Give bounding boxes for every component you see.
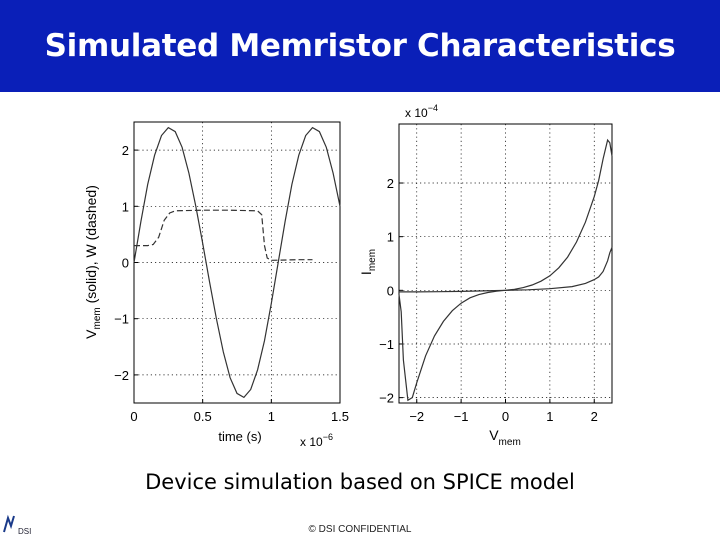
slide-caption: Device simulation based on SPICE model bbox=[145, 470, 575, 494]
x-tick-label-3: 1 bbox=[546, 409, 554, 424]
y-tick-label-3: 1 bbox=[386, 229, 394, 245]
chart-iv-curve bbox=[358, 103, 612, 448]
slide-title: Simulated Memristor Characteristics bbox=[44, 28, 676, 64]
y-tick-label-0: −2 bbox=[379, 390, 394, 406]
y-exponent-label: x $10^{-4}$ bbox=[405, 103, 438, 120]
x-exponent-power: −6 bbox=[322, 432, 333, 442]
y-axis-label: $V_{mem}$ (solid), W (dashed) bbox=[83, 185, 103, 339]
x-tick-label-1: −1 bbox=[453, 409, 469, 424]
x-axis-label-sub: mem bbox=[498, 437, 521, 448]
x-exponent-label: x $10^{-6}$ bbox=[300, 432, 333, 449]
x-tick-label-3: 1.5 bbox=[330, 409, 350, 424]
y-axis-label-rest: (solid), W (dashed) bbox=[83, 185, 99, 308]
y-tick-label-1: −1 bbox=[379, 336, 394, 352]
x-axis-label: time (s) bbox=[218, 429, 262, 444]
y-tick-label-0: −2 bbox=[114, 367, 129, 383]
y-axis-label: $I_{mem}$ bbox=[358, 248, 378, 276]
y-tick-label-3: 1 bbox=[121, 199, 129, 215]
x-axis-label: $V_{mem}$ bbox=[489, 427, 521, 448]
chart-time-domain bbox=[83, 122, 349, 449]
y-tick-label-4: 2 bbox=[386, 176, 394, 192]
y-exponent-power: −4 bbox=[427, 103, 438, 113]
plot-frame bbox=[134, 122, 340, 403]
x-tick-label-0: 0 bbox=[130, 409, 138, 424]
footer-confidential: © DSI CONFIDENTIAL bbox=[308, 524, 412, 535]
logo-text: DSI bbox=[18, 527, 32, 536]
y-tick-label-1: −1 bbox=[114, 311, 129, 327]
y-axis-label-sub: mem bbox=[367, 248, 378, 272]
y-tick-label-2: 0 bbox=[121, 255, 129, 271]
x-tick-label-2: 0 bbox=[501, 409, 510, 424]
x-tick-label-4: 2 bbox=[590, 409, 598, 424]
y-tick-label-4: 2 bbox=[121, 143, 129, 159]
y-axis-label-sub: mem bbox=[92, 307, 103, 330]
x-tick-label-2: 1 bbox=[267, 409, 275, 424]
y-tick-label-2: 0 bbox=[386, 283, 394, 299]
x-tick-label-0: −2 bbox=[409, 409, 425, 424]
x-tick-label-1: 0.5 bbox=[193, 409, 212, 424]
